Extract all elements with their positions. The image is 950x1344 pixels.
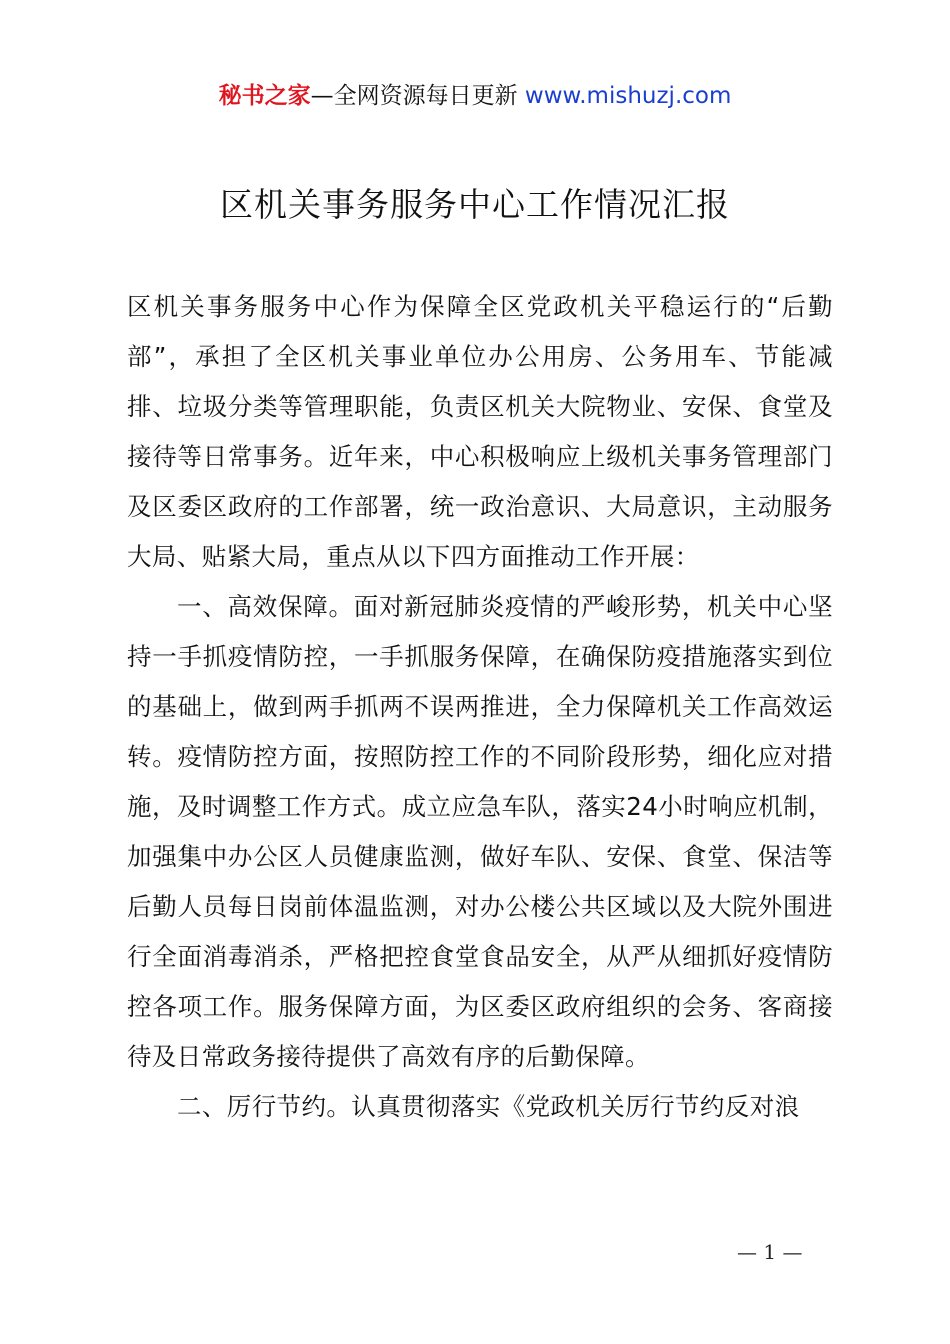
document-body	[127, 282, 833, 1132]
paragraph-section-1: 一、高效保障。面对新冠肺炎疫情的严峻形势，机关中心坚持一手抓疫情防控，一手抓服务保障，在确保防疫措施落实到位的基础上，做到两手抓两不误两推进，全力保障机关工作高效运转。疫情防控方面，按照防控工作的不同阶段形势，细化应对措施，及时调整工作方式。成立应急车队，落实24小时响应机制，加强集中办公区人员健康监测，做好车队、安保、食堂、保洁等后勤人员每日岗前体温监测，对办公楼公共区域以及大院外围进行全面消毒消杀，严格把控食堂食品安全，从严从细抓好疫情防控各项工作。服务保障方面，为区委区政府组织的会务、客商接待及日常政务接待提供了高效有序的后勤保障。	[127, 592, 833, 1071]
paragraph-section-2: 二、厉行节约。认真贯彻落实《党政机关厉行节约反对浪	[177, 1092, 800, 1121]
paragraph-intro: 区机关事务服务中心作为保障全区党政机关平稳运行的“后勤部”，承担了全区机关事业单位办公用房、公务用车、节能减排、垃圾分类等管理职能，负责区机关大院物业、安保、食堂及接待等日常事务。近年来，中心积极响应上级机关事务管理部门及区委区政府的工作部署，统一政治意识、大局意识，主动服务大局、贴紧大局，重点从以下四方面推动工作开展：	[127, 292, 833, 571]
page-number: — 1 —	[737, 1240, 803, 1264]
site-header	[0, 80, 950, 112]
document-title: 区机关事务服务中心工作情况汇报	[220, 185, 730, 224]
site-url-link[interactable]: www.mishuzj.com	[524, 83, 732, 109]
site-slogan: —全网资源每日更新	[310, 83, 518, 109]
site-name: 秘书之家	[218, 83, 311, 109]
